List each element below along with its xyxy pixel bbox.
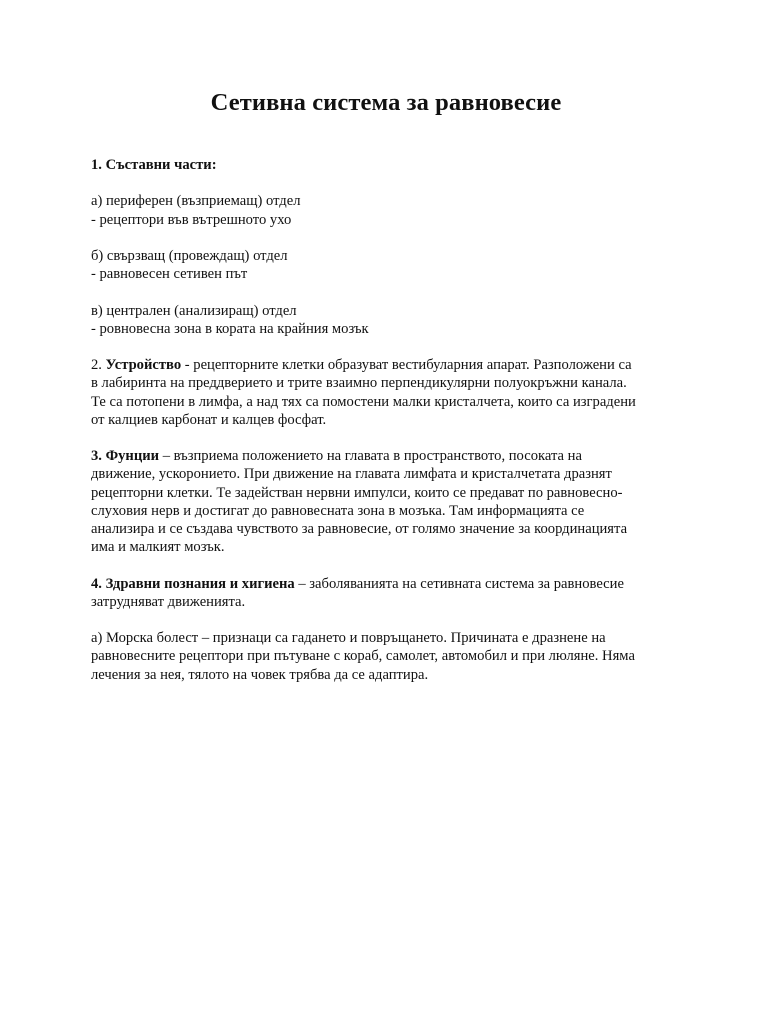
text-line: от калциев карбонат и калцев фосфат. (91, 411, 327, 428)
text-line: Те са потопени в лимфа, а над тях са помостени малки кристалчета, които са изградени (91, 393, 636, 410)
section-structure (91, 356, 681, 429)
text-line: а) периферен (възприемащ) отдел (91, 193, 301, 210)
section-components-heading (91, 156, 681, 174)
text-line: рецепторни клетки. Те задействан нервни импулси, които се предават по равновесно- (91, 484, 623, 501)
section-functions (91, 447, 681, 556)
document-body (91, 156, 681, 684)
text-line: в лабиринта на преддверието и трите взаимно перпендикулярни полуокръжни канала. (91, 375, 627, 392)
text-line: б) свързващ (провеждащ) отдел (91, 247, 288, 264)
text-line: равновесните рецептори при пътуване с кораб, самолет, автомобил и при люляне. Няма (91, 648, 635, 665)
text-line: лечения за нея, тялото на човек трябва да се адаптира. (91, 666, 429, 683)
section-heading: 1. Съставни части: (91, 157, 217, 173)
text-run: – възприема положението на главата в пространството, посоката на (159, 448, 582, 465)
text-line: има и малкият мозък. (91, 539, 225, 556)
part-peripheral (91, 192, 681, 228)
section-heading: 4. Здравни познания и хигиена (91, 575, 295, 592)
text-line: в) централен (анализиращ) отдел (91, 302, 297, 319)
text-line: - равновесен сетивен път (91, 266, 248, 283)
text-line: а) Морска болест – признаци са гадането и повръщането. Причината е дразнене на (91, 630, 606, 647)
text-run: – заболяванията на сетивната система за равновесие (294, 575, 624, 592)
sea-sickness-paragraph (91, 629, 681, 684)
text-line: - ровновесна зона в кората на крайния мозък (91, 320, 369, 337)
section-health (91, 575, 681, 611)
text-line: - рецептори във вътрешното ухо (91, 211, 292, 228)
part-central (91, 302, 681, 338)
section-heading: 3. Фунции (91, 448, 160, 465)
text-line: анализира и се създава чувството за равновесие, от голямо значение за координацията (91, 520, 628, 537)
section-heading: Устройство (105, 357, 182, 374)
text-run: - рецепторните клетки образуват вестибуларния апарат. Разположени са (181, 357, 632, 374)
text-line: слуховия нерв и достигат до равновесната зона в мозъка. Там информацията се (91, 502, 585, 519)
part-connecting (91, 247, 681, 283)
document-page (91, 86, 681, 702)
section-number: 2. (91, 357, 102, 374)
document-title: Сетивна система за равновесие (210, 89, 562, 116)
text-line: движение, ускоронието. При движение на главата лимфата и кристалчетата дразнят (91, 466, 612, 483)
text-line: затрудняват движенията. (91, 593, 246, 610)
